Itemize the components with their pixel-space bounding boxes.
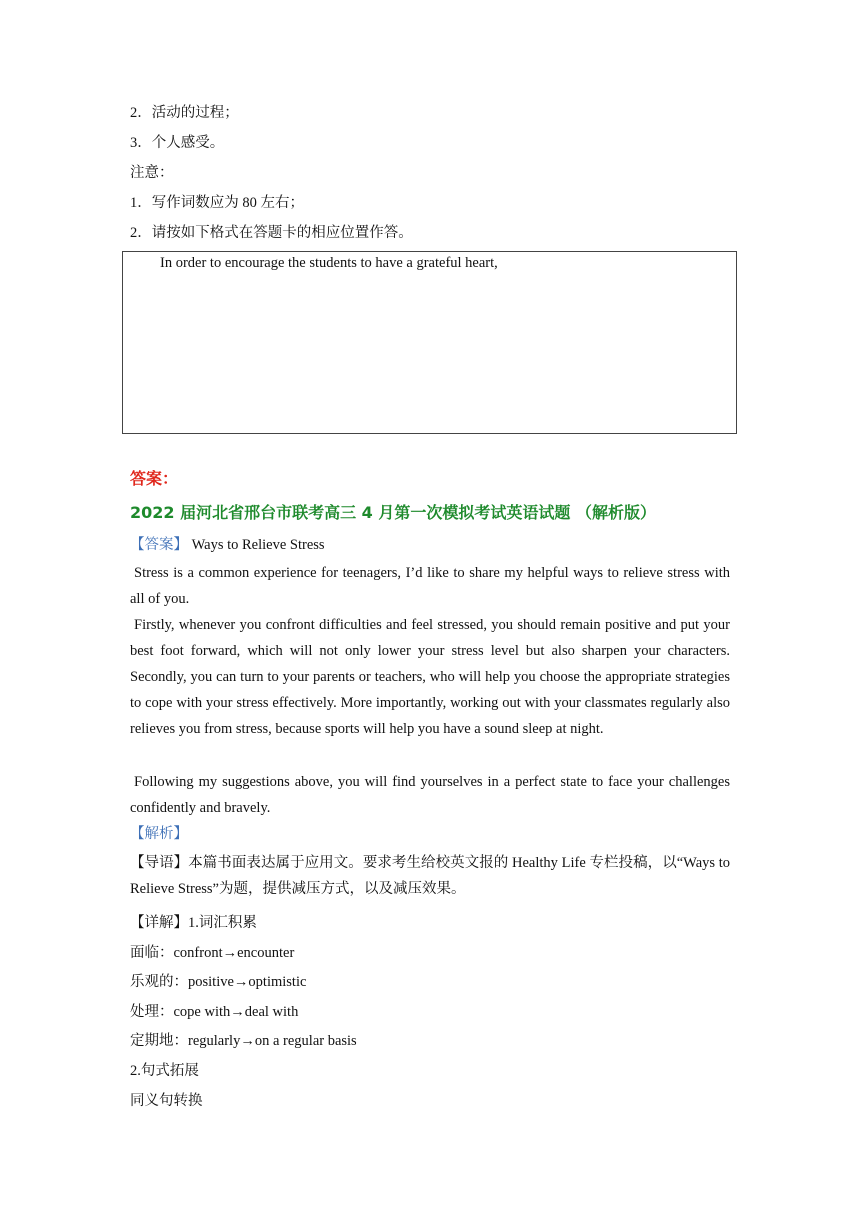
answer-tag: 【答案】	[130, 537, 188, 553]
essay-paragraph-3: Following my suggestions above, you will find yourselves in a perfect state to face your challenges confidently and bravely.	[130, 774, 730, 816]
answer-box	[122, 251, 737, 434]
detail-heading: 【详解】1.词汇积累	[130, 915, 257, 931]
exam-title: 2022 届河北省邢台市联考高三 4 月第一次模拟考试英语试题 （解析版）	[130, 503, 656, 522]
analysis-guide: 【导语】本篇书面表达属于应用文。要求考生给校英文报的 Healthy Life 专栏投稿，以“Ways to Relieve Stress”为题，提供减压方式，以及减压效果。	[130, 855, 730, 897]
answer-label: 答案：	[130, 469, 179, 488]
essay-paragraph-2: Firstly, whenever you confront difficulties and feel stressed, you should remain positive and put your best foot forward, which will not only lower your stress level but also sharpen your characters. Secondly, you can turn to your parents or teachers, who will help you choose the appropriate strategies to cope with your stress effectively. More importantly, working out with your classmates regularly also relieves you from stress, because sports will help you have a sound sleep at night.	[130, 617, 730, 737]
essay-paragraph-1: Stress is a common experience for teenagers, I’d like to share my helpful ways to relieve stress with all of you.	[130, 565, 730, 607]
instruction-line-2: 3．个人感受。	[130, 135, 225, 151]
vocab-item: 面临：confront→encounter	[130, 945, 295, 961]
vocab-item: 乐观的：positive→optimistic	[130, 974, 307, 990]
note-line-2: 2．请按如下格式在答题卡的相应位置作答。	[130, 225, 413, 241]
vocab-item: 定期地：regularly→on a regular basis	[130, 1033, 357, 1049]
vocab-item: 处理：cope with→deal with	[130, 1004, 299, 1020]
analysis-tag: 【解析】	[130, 826, 188, 842]
section-heading-2: 2.句式拓展	[130, 1063, 199, 1079]
instruction-line-1: 2．活动的过程；	[130, 105, 239, 121]
answer-heading	[130, 535, 325, 555]
note-line-1: 1．写作词数应为 80 左右；	[130, 195, 304, 211]
answer-box-prompt: In order to encourage the students to have a grateful heart,	[160, 255, 498, 271]
essay-title: Ways to Relieve Stress	[191, 537, 325, 553]
section-subheading: 同义句转换	[130, 1093, 203, 1109]
note-label: 注意：	[130, 165, 174, 181]
